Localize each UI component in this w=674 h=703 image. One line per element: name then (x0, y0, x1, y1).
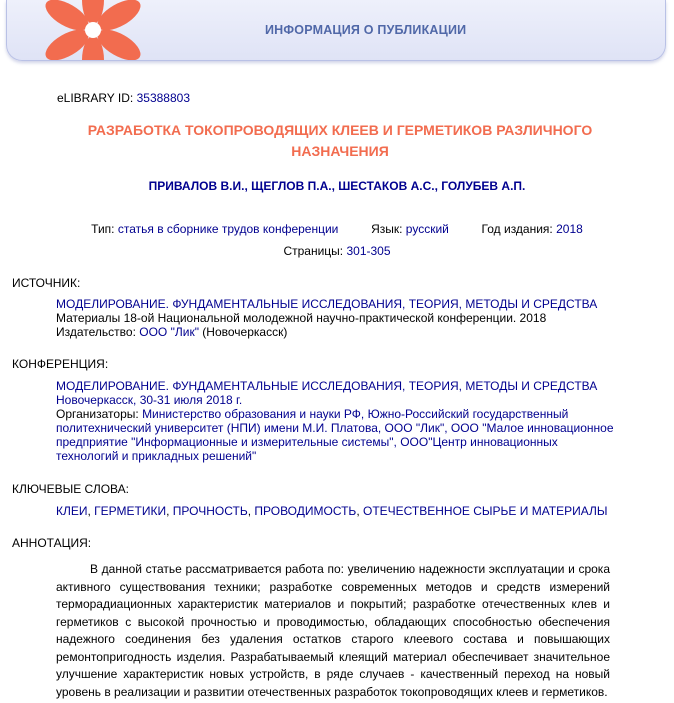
year-value: 2018 (556, 222, 583, 236)
publisher-label: Издательство: (56, 325, 136, 339)
elibrary-id-line (57, 91, 190, 105)
publisher-link[interactable]: ООО "Лик" (139, 325, 199, 339)
pages-value: 301-305 (346, 244, 391, 258)
source-publisher (56, 325, 616, 339)
asterisk-flower-icon (33, 0, 153, 61)
conference-place-date: Новочеркасск, 30-31 июля 2018 г. (56, 393, 243, 407)
type-label: Тип: (91, 222, 115, 236)
type-value: статья в сборнике трудов конференции (117, 222, 339, 236)
authors (0, 179, 674, 193)
source-heading: ИСТОЧНИК: (12, 276, 81, 290)
authors-link[interactable]: ПРИВАЛОВ В.И., ЩЕГЛОВ П.А., ШЕСТАКОВ А.С., ГОЛУБЕВ А.П. (148, 179, 526, 193)
pages-label: Страницы: (283, 244, 344, 258)
page-header (6, 0, 666, 61)
conference-title-link[interactable]: МОДЕЛИРОВАНИЕ. ФУНДАМЕНТАЛЬНЫЕ ИССЛЕДОВАНИЯ, ТЕОРИЯ, МЕТОДЫ И СРЕДСТВА (56, 379, 598, 393)
annotation-heading: АННОТАЦИЯ: (12, 536, 92, 550)
pages-line (0, 244, 674, 258)
page-title: ИНФОРМАЦИЯ О ПУБЛИКАЦИИ (265, 23, 467, 37)
keywords-list: КЛЕИ, ГЕРМЕТИКИ, ПРОЧНОСТЬ, ПРОВОДИМОСТЬ, ОТЕЧЕСТВЕННОЕ СЫРЬЕ И МАТЕРИАЛЫ (56, 504, 608, 518)
publication-meta (0, 222, 674, 236)
organizers-label: Организаторы: (56, 407, 139, 421)
publisher-city: (Новочеркасск) (202, 325, 288, 339)
keyword-link[interactable]: ПРОЧНОСТЬ (172, 504, 248, 518)
annotation-text: В данной статье рассматривается работа по: увеличению надежности эксплуатации и срока активного существования техники; разработке современных методов и средств измерений терморадиационных характеристик материалов и покрытий; разработке отечественных клев и герметиков с высокой прочностью и проводимостью, обладающих способностью обеспечения надежного соединения без удаления остатков старого клеевого состава и повышающих ремонтопригодность изделия. Разрабатываемый клеящий материал обеспечивает значительное улучшение характеристик новых устройств, в ряде случаев - качественный переход на новый уровень в реализации и развитии отечественных разработок токопроводящих клеев и герметиков. (56, 562, 610, 699)
conference-heading: КОНФЕРЕНЦИЯ: (12, 357, 109, 371)
publication-title: РАЗРАБОТКА ТОКОПРОВОДЯЩИХ КЛЕЕВ И ГЕРМЕТИКОВ РАЗЛИЧНОГО НАЗНАЧЕНИЯ (87, 122, 593, 159)
organizers-value: Министерство образования и науки РФ, Южно-Российский государственный политехнический университет (НПИ) имени М.И. Платова, ООО "Лик", ООО "Малое инновационное предприятие "Информационные и измерительные системы", ООО"Центр инновационных технологий и прикладных решений" (56, 407, 614, 463)
keyword-link[interactable]: ПРОВОДИМОСТЬ (254, 504, 357, 518)
keyword-link[interactable]: КЛЕИ (56, 504, 88, 518)
year-label: Год издания: (481, 222, 553, 236)
elibrary-id-value: 35388803 (136, 91, 190, 105)
keyword-link[interactable]: ГЕРМЕТИКИ (94, 504, 167, 518)
source-materials: Материалы 18-ой Национальной молодежной научно-практической конференции. 2018 (56, 311, 547, 325)
keywords-heading: КЛЮЧЕВЫЕ СЛОВА: (12, 482, 129, 496)
language-value: русский (405, 222, 449, 236)
elibrary-id-label: eLIBRARY ID: (57, 91, 134, 105)
source-title-link[interactable]: МОДЕЛИРОВАНИЕ. ФУНДАМЕНТАЛЬНЫЕ ИССЛЕДОВАНИЯ, ТЕОРИЯ, МЕТОДЫ И СРЕДСТВА (56, 297, 598, 311)
keyword-link[interactable]: ОТЕЧЕСТВЕННОЕ СЫРЬЕ И МАТЕРИАЛЫ (362, 504, 608, 518)
conference-organizers (56, 407, 616, 463)
language-label: Язык: (371, 222, 403, 236)
source-block (56, 297, 616, 339)
conference-block (56, 379, 616, 463)
